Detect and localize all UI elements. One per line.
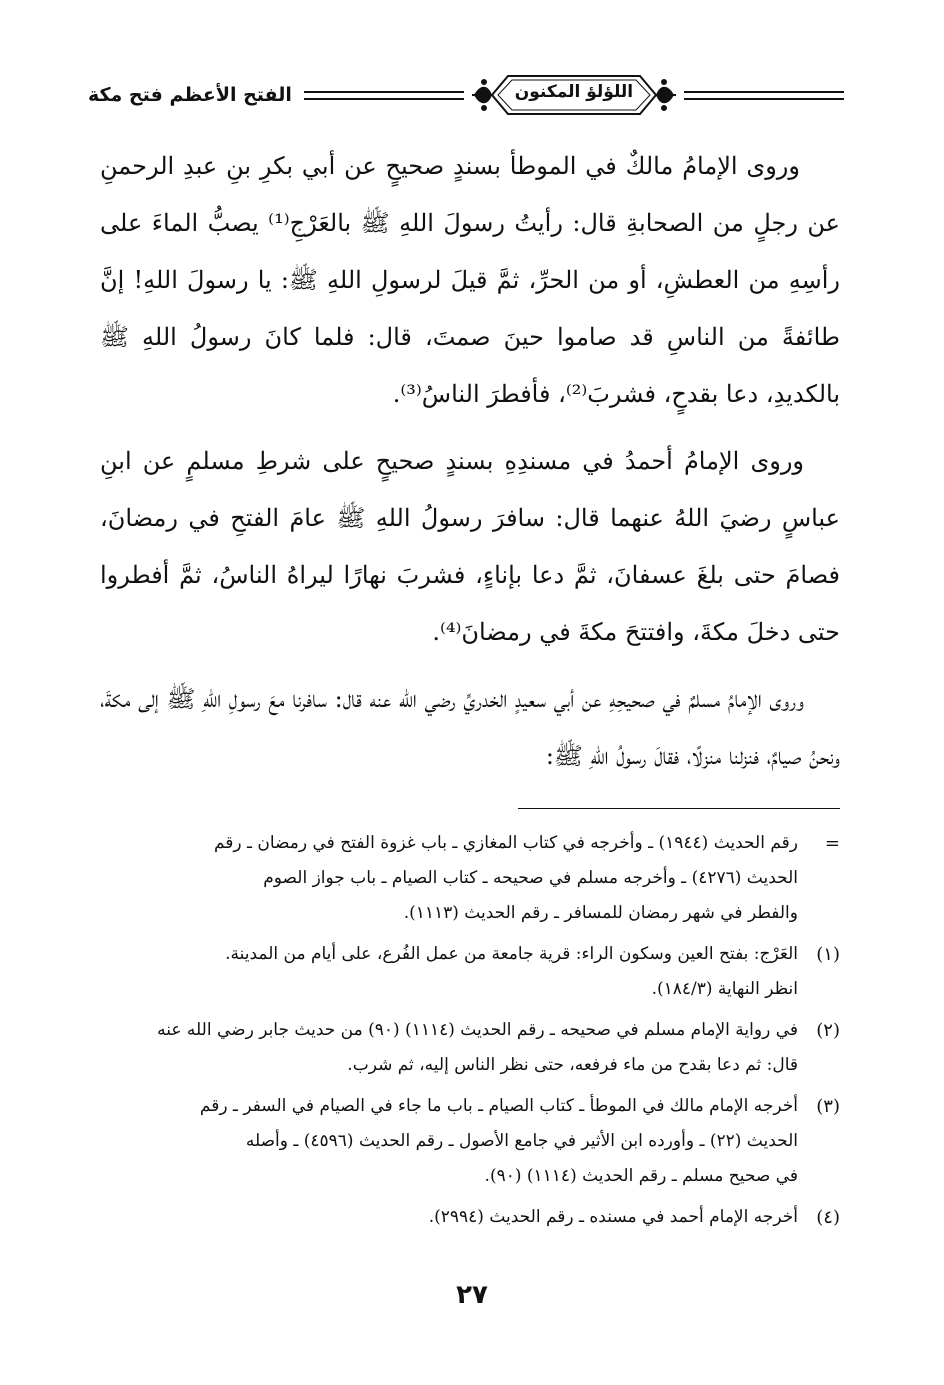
book-title-badge <box>472 70 676 120</box>
footnote-text <box>100 826 798 931</box>
book-title: اللؤلؤ المكنون <box>514 82 634 102</box>
footnote-4 <box>100 1200 840 1235</box>
footnote-text <box>100 937 798 1007</box>
footnote-line: العَرْج: بفتح العين وسكون الراء: قرية جامعة من عمل الفُرع، على أيام من المدينة. <box>225 944 798 964</box>
footnote-text <box>100 1200 798 1235</box>
footnote-marker: (١) <box>816 944 840 965</box>
paragraph: وروى الإمامُ مالكٌ في الموطأ بسندٍ صحيحٍ عن أبي بكرِ بنِ عبدِ الرحمنِ عن رجلٍ من الصحابةِ قال: رأيتُ رسولَ اللهِ ﷺ بالعَرْجِ⁽¹⁾ يصبُّ الماءَ على رأسِهِ من العطشِ، أو من الحرِّ، ثمَّ قيلَ لرسولِ اللهِ ﷺ: يا رسولَ اللهِ! إنَّ طائفةً من الناسِ قد صاموا حينَ صمتَ، قال: فلما كانَ رسولُ اللهِ ﷺ بالكديدِ، دعا بقدحٍ، فشربَ⁽²⁾، فأفطرَ الناسُ⁽³⁾. <box>100 152 841 408</box>
footnote-separator <box>518 808 840 809</box>
footnote-1 <box>100 937 840 1007</box>
footnote-marker: (٤) <box>816 1207 840 1228</box>
footnote-line: الحديث (٢٢) ـ وأورده ابن الأثير في جامع الأصول ـ رقم الحديث (٤٥٩٦) ـ وأصله <box>245 1131 798 1151</box>
paragraph: وروى الإمامُ أحمدُ في مسندِهِ بسندٍ صحيحٍ على شرطِ مسلمٍ عن ابنِ عباسٍ رضيَ اللهُ عنهما قال: سافرَ رسولُ اللهِ ﷺ عامَ الفتحِ في رمضانَ، فصامَ حتى بلغَ عسفانَ، ثمَّ دعا بإناءٍ، فشربَ نهارًا ليراهُ الناسُ، ثمَّ أفطروا حتى دخلَ مكةَ، وافتتحَ مكةَ في رمضانَ⁽⁴⁾. <box>100 447 840 646</box>
footnotes <box>100 826 840 1241</box>
footnote-line: أخرجه الإمام أحمد في مسنده ـ رقم الحديث (٢٩٩٤). <box>428 1207 798 1227</box>
footnote-line: انظر النهاية (١٨٤/٣). <box>651 979 798 999</box>
footnote-marker: (٣) <box>816 1096 840 1117</box>
paragraph: وروى الإمامُ مسلمٌ في صحيحِهِ عن أبي سعيدٍ الخدريِّ رضي الله عنه قال: سافرنا معَ رسولِ اللهِ ﷺ إلى مكةَ، ونحنُ صيامٌ، فنزلنا منزلًا، فقالَ رسولُ اللهِ ﷺ: <box>100 685 840 770</box>
running-header <box>88 70 844 120</box>
footnote-line: في رواية الإمام مسلم في صحيحه ـ رقم الحديث (١١١٤) (٩٠) من حديث جابر رضي الله عنه <box>157 1020 798 1040</box>
main-text <box>100 138 840 795</box>
footnote-marker: (٢) <box>816 1020 840 1041</box>
footnote-marker: = <box>824 833 840 854</box>
footnote-text <box>100 1013 798 1083</box>
footnote-line: قال: ثم دعا بقدح من ماء فرفعه، حتى نظر الناس إليه، ثم شرب. <box>347 1055 798 1075</box>
footnote-continued <box>100 826 840 931</box>
header-rule-right <box>684 91 844 100</box>
section-title: الفتح الأعظم فتح مكة <box>87 84 292 106</box>
footnote-line: في صحيح مسلم ـ رقم الحديث (١١١٤) (٩٠). <box>484 1166 798 1186</box>
footnote-line: رقم الحديث (١٩٤٤) ـ وأخرجه في كتاب المغازي ـ باب غزوة الفتح في رمضان ـ رقم <box>213 833 798 853</box>
footnote-text <box>100 1089 798 1194</box>
page-number: ٢٧ <box>456 1280 488 1310</box>
footnote-line: الحديث (٤٢٧٦) ـ وأخرجه مسلم في صحيحه ـ كتاب الصيام ـ باب جواز الصوم <box>263 868 798 888</box>
footnote-2 <box>100 1013 840 1083</box>
header-rule-left <box>304 91 464 100</box>
footnote-3 <box>100 1089 840 1194</box>
footnote-line: والفطر في شهر رمضان للمسافر ـ رقم الحديث (١١١٣). <box>403 903 798 923</box>
footnote-line: أخرجه الإمام مالك في الموطأ ـ كتاب الصيام ـ باب ما جاء في الصيام في السفر ـ رقم <box>199 1096 798 1116</box>
